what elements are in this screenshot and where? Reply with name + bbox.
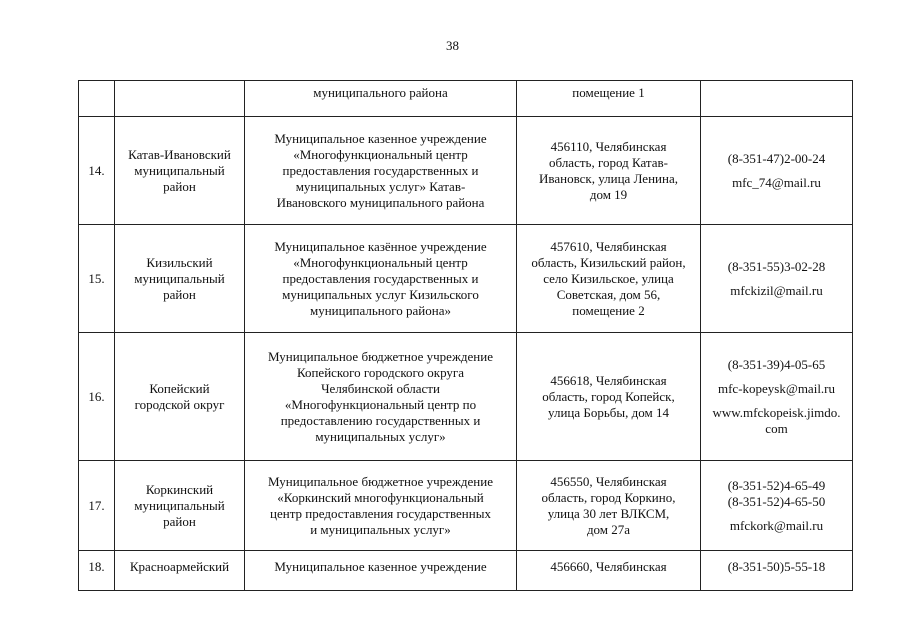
text-line: 456660, Челябинская: [550, 559, 667, 574]
text-line: Муниципальное бюджетное учреждение: [268, 348, 493, 364]
text-line: село Кизильское, улица: [543, 270, 674, 286]
text-line: и муниципальных услуг»: [310, 521, 451, 537]
cell-organization: [245, 551, 517, 591]
phone-text: (8-351-47)2-00-24: [727, 150, 826, 166]
phone-text: (8-351-39)4-05-65: [727, 356, 826, 372]
cell-name: [115, 81, 245, 117]
text-line: Советская, дом 56,: [556, 286, 661, 302]
email-text: mfc-kopeysk@mail.ru: [717, 380, 836, 396]
text-line: муниципальных услуг» Катав-: [295, 178, 466, 194]
cell-organization: [245, 117, 517, 225]
website-text: com: [765, 420, 788, 436]
cell-address: [517, 117, 701, 225]
cell-organization: [245, 225, 517, 333]
text-line: муниципальных услуг Кизильского: [282, 286, 479, 302]
cell-address: [517, 551, 701, 591]
text-line: предоставления государственных и: [282, 162, 479, 178]
table-row: [79, 551, 853, 591]
text-line: Красноармейский: [129, 559, 230, 574]
text-line: «Многофункциональный центр: [293, 146, 468, 162]
cell-name: [115, 333, 245, 461]
text-line: Копейский: [149, 380, 210, 396]
cell-name: [115, 225, 245, 333]
table-row: [79, 225, 853, 333]
cell-num: 14.: [79, 117, 115, 225]
phone-text: (8-351-50)5-55-18: [727, 559, 826, 574]
text-line: Муниципальное казенное учреждение: [274, 130, 487, 146]
text-line: 456618, Челябинская: [550, 372, 667, 388]
phone-text: (8-351-52)4-65-49: [727, 477, 826, 493]
mfc-registry-table: [78, 80, 853, 591]
text-line: Муниципальное казенное учреждение: [274, 559, 487, 574]
text-line: предоставления государственных и: [282, 270, 479, 286]
cell-organization: [245, 461, 517, 551]
cell-contacts: [701, 333, 853, 461]
table-row: [79, 461, 853, 551]
cell-num: [79, 81, 115, 117]
cell-num: 18.: [79, 551, 115, 591]
cell-contacts: [701, 81, 853, 117]
cell-address: [517, 461, 701, 551]
text-line: муниципального района»: [310, 302, 451, 318]
text-line: дом 27а: [586, 521, 631, 537]
text-line: улица Борьбы, дом 14: [548, 404, 669, 420]
text-line: Копейского городского округа: [296, 364, 465, 380]
phone-text: (8-351-55)3-02-28: [727, 258, 826, 274]
text-line: предоставлению государственных и: [280, 412, 481, 428]
cell-contacts: [701, 117, 853, 225]
text-line: область, город Катав-: [549, 154, 668, 170]
text-line: область, город Копейск,: [542, 388, 675, 404]
text-line: 456550, Челябинская: [550, 473, 667, 489]
text-line: 457610, Челябинская: [550, 238, 667, 254]
text-line: область, город Коркино,: [541, 489, 676, 505]
cell-num: 15.: [79, 225, 115, 333]
table-row: [79, 333, 853, 461]
text-line: дом 19: [589, 186, 628, 202]
cell-address: помещение 1: [517, 81, 701, 117]
text-line: «Многофункциональный центр: [293, 254, 468, 270]
cell-contacts: [701, 551, 853, 591]
text-line: Челябинской области: [321, 380, 440, 396]
cell-name: [115, 117, 245, 225]
cell-contacts: [701, 225, 853, 333]
text-line: район: [163, 286, 196, 302]
phone-text: (8-351-52)4-65-50: [727, 493, 826, 509]
page-number: 38: [446, 38, 459, 53]
text-line: район: [163, 513, 196, 529]
table-row-continuation: [79, 81, 853, 117]
text-line: муниципальных услуг»: [315, 428, 446, 444]
cell-address: [517, 333, 701, 461]
cell-contacts: [701, 461, 853, 551]
text-line: Катав-Ивановский: [128, 146, 231, 162]
email-text: mfc_74@mail.ru: [732, 174, 821, 190]
cell-organization: [245, 333, 517, 461]
text-line: городской округ: [134, 396, 225, 412]
text-line: муниципальный: [134, 497, 225, 513]
text-line: Ивановского муниципального района: [276, 194, 485, 210]
website-text: www.mfckopeisk.jimdo.: [712, 404, 841, 420]
table-row: [79, 117, 853, 225]
text-line: Кизильский: [146, 254, 213, 270]
text-line: область, Кизильский район,: [531, 254, 686, 270]
text-line: 456110, Челябинская: [550, 138, 667, 154]
cell-address: [517, 225, 701, 333]
text-line: Муниципальное казённое учреждение: [274, 238, 487, 254]
text-line: муниципальный: [134, 270, 225, 286]
text-line: «Многофункциональный центр по: [284, 396, 477, 412]
cell-name: [115, 461, 245, 551]
cell-num: 17.: [79, 461, 115, 551]
email-text: mfckork@mail.ru: [729, 517, 824, 533]
text-line: Муниципальное бюджетное учреждение: [268, 473, 493, 489]
text-line: помещение 2: [572, 302, 645, 318]
text-line: район: [163, 178, 196, 194]
text-line: Коркинский: [145, 481, 214, 497]
text-line: центр предоставления государственных: [270, 505, 491, 521]
cell-name: [115, 551, 245, 591]
text-line: муниципальный: [134, 162, 225, 178]
text-line: улица 30 лет ВЛКСМ,: [547, 505, 670, 521]
email-text: mfckizil@mail.ru: [730, 282, 823, 298]
text-line: «Коркинский многофункциональный: [277, 489, 484, 505]
cell-num: 16.: [79, 333, 115, 461]
cell-organization: муниципального района: [245, 81, 517, 117]
text-line: Ивановск, улица Ленина,: [539, 170, 678, 186]
